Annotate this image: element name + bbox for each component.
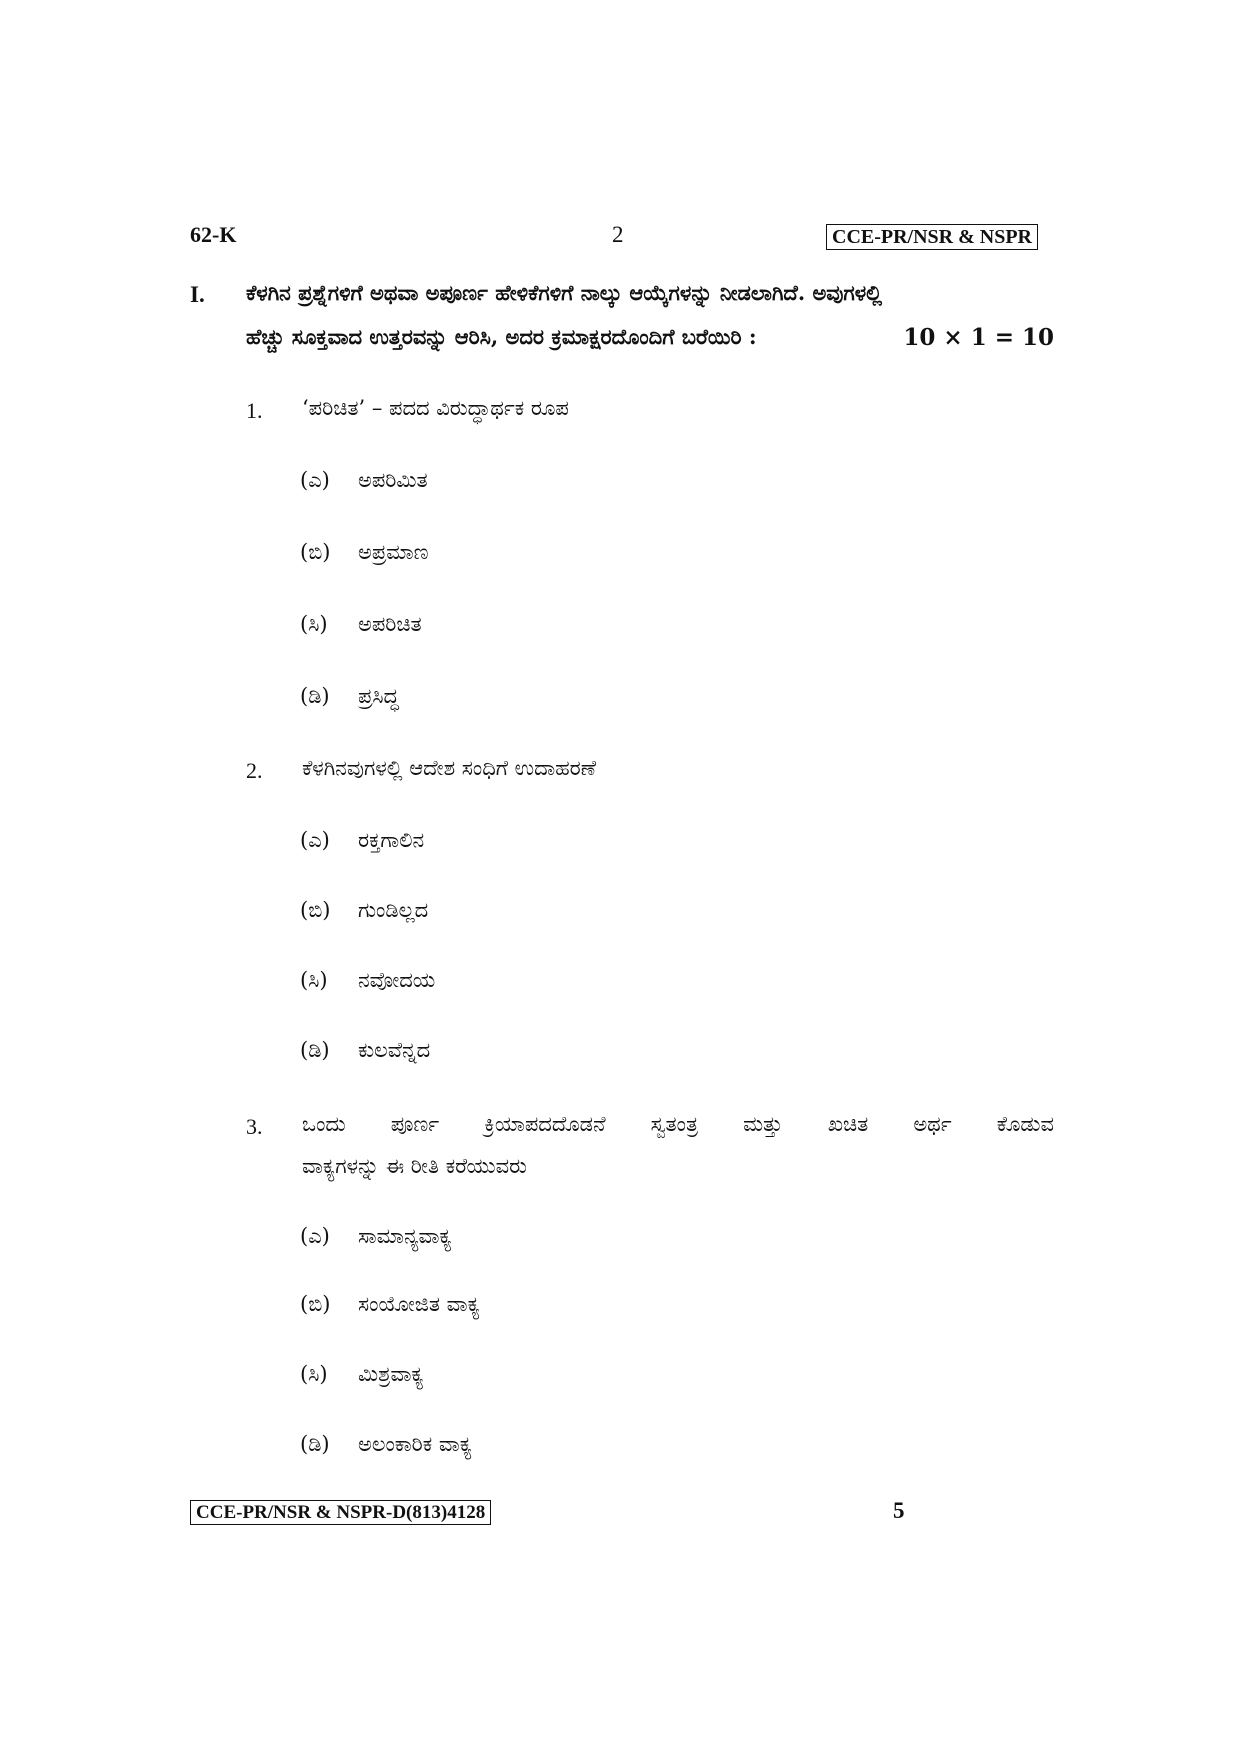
option-label: (ಬಿ) (300, 540, 331, 564)
option-text: ಅಪ್ರಮಾಣ (358, 540, 429, 564)
question-3-word: ಪೂರ್ಣ (390, 1112, 440, 1136)
section-instruction-line2 (246, 324, 1054, 351)
option-text: ಅಪರಿಮಿತ (358, 468, 428, 492)
section-instruction-text: ಹೆಚ್ಚು ಸೂಕ್ತವಾದ ಉತ್ತರವನ್ನು ಆರಿಸಿ, ಅದರ ಕ್ರಮಾಕ್ಷರದೊಂದಿಗೆ ಬರೆಯಿರಿ : (246, 324, 757, 349)
question-1-option-b (300, 540, 429, 565)
question-3-word: ಕ್ರಿಯಾಪದದೊಡನೆ (484, 1112, 606, 1136)
footer-sheet-number: 5 (893, 1498, 905, 1523)
question-1-number: 1. (246, 398, 263, 423)
question-3-option-d (300, 1432, 472, 1457)
option-label: (ಎ) (300, 468, 330, 492)
question-3-word: ಒಂದು (302, 1112, 346, 1136)
option-text: ಗುಂಡಿಲ್ಲದ (358, 898, 429, 922)
option-label: (ಸಿ) (300, 968, 328, 992)
option-text: ಮಿಶ್ರವಾಕ್ಯ (358, 1362, 424, 1386)
option-text: ನವೋದಯ (358, 968, 436, 992)
question-2-option-b (300, 898, 428, 923)
option-label: (ಸಿ) (300, 1362, 328, 1386)
option-label: (ಬಿ) (300, 1292, 331, 1316)
option-label: (ಡಿ) (300, 1432, 330, 1456)
question-3-word: ಮತ್ತು (743, 1112, 783, 1136)
question-2-option-c (300, 968, 435, 993)
paper-code: 62-K (190, 222, 237, 247)
option-text: ಪ್ರಸಿದ್ಧ (358, 684, 399, 708)
option-text: ಸಾಮಾನ್ಯವಾಕ್ಯ (358, 1224, 452, 1248)
section-number: I. (190, 282, 205, 307)
option-label: (ಬಿ) (300, 898, 331, 922)
option-text: ಕುಲವೆನ್ನದ (358, 1038, 431, 1062)
question-3-word: ಕೊಡುವ (996, 1112, 1054, 1136)
option-text: ಅಲಂಕಾರಿಕ ವಾಕ್ಯ (358, 1432, 473, 1456)
option-label: (ಎ) (300, 1224, 330, 1248)
question-1-option-a (300, 468, 428, 493)
question-3-option-a (300, 1224, 452, 1249)
option-label: (ಎ) (300, 828, 330, 852)
question-2-option-a (300, 828, 424, 853)
question-3-number: 3. (246, 1114, 263, 1139)
question-3-word: ಅರ್ಥ (913, 1112, 952, 1136)
option-text: ಅಪರಿಚಿತ (358, 612, 422, 636)
question-2-option-d (300, 1038, 430, 1063)
question-1-text: ‘ಪರಿಚಿತ’ – ಪದದ ವಿರುದ್ಧಾರ್ಥಕ ರೂಪ (302, 396, 569, 420)
question-2-text: ಕೆಳಗಿನವುಗಳಲ್ಲಿ ಆದೇಶ ಸಂಧಿಗೆ ಉದಾಹರಣೆ (302, 756, 597, 780)
question-3-word: ಖಚಿತ (827, 1112, 869, 1136)
question-3-word: ಸ್ವತಂತ್ರ (650, 1112, 698, 1136)
section-marks: 10 × 1 = 10 (903, 324, 1054, 351)
footer-series-box: CCE-PR/NSR & NSPR-D(813)4128 (190, 1500, 491, 1525)
option-label: (ಸಿ) (300, 612, 328, 636)
option-label: (ಡಿ) (300, 684, 330, 708)
question-1-option-c (300, 612, 422, 637)
question-3-text-line1 (302, 1112, 1054, 1137)
section-instruction-line1: ಕೆಳಗಿನ ಪ್ರಶ್ನೆಗಳಿಗೆ ಅಥವಾ ಅಪೂರ್ಣ ಹೇಳಿಕೆಗಳಿಗೆ ನಾಲ್ಕು ಆಯ್ಕೆಗಳನ್ನು ನೀಡಲಾಗಿದೆ. ಅವುಗಳಲ್ಲಿ (246, 280, 883, 305)
question-2-number: 2. (246, 758, 263, 783)
option-label: (ಡಿ) (300, 1038, 330, 1062)
question-3-text-line2: ವಾಕ್ಯಗಳನ್ನು ಈ ರೀತಿ ಕರೆಯುವರು (302, 1154, 527, 1178)
question-3-option-c (300, 1362, 424, 1387)
question-1-option-d (300, 684, 399, 709)
question-3-option-b (300, 1292, 480, 1317)
page-number: 2 (612, 222, 624, 247)
option-text: ರಕ್ತಗಾಲಿನ (358, 828, 425, 852)
option-text: ಸಂಯೋಜಿತ ವಾಕ್ಯ (358, 1292, 480, 1316)
header-series-box: CCE-PR/NSR & NSPR (826, 224, 1038, 250)
